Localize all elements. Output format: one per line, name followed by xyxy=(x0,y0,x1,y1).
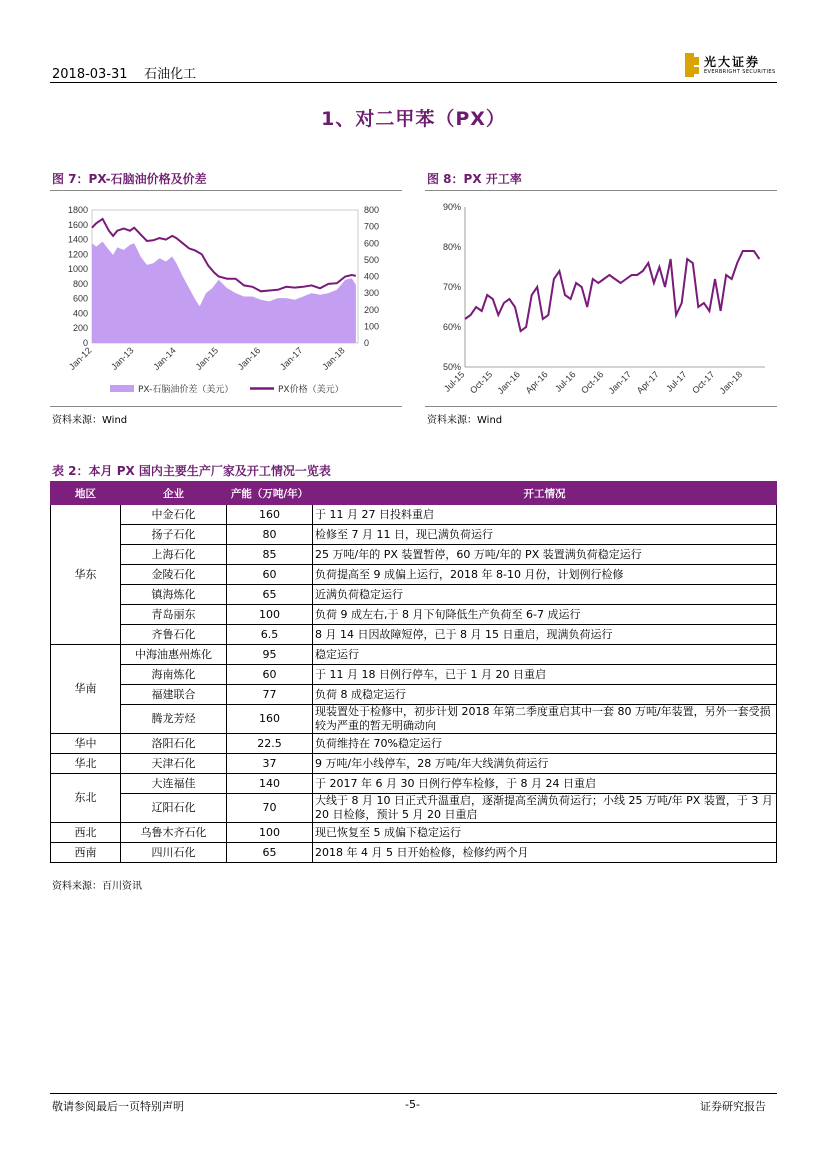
left-tick-label: 200 xyxy=(72,323,88,334)
capacity-cell: 60 xyxy=(227,665,313,685)
figure8-source: 资料来源：Wind xyxy=(427,415,503,426)
region-cell: 华中 xyxy=(51,734,121,754)
footer-report-type: 证券研究报告 xyxy=(700,1100,766,1113)
region-cell: 东北 xyxy=(51,774,121,823)
capacity-cell: 77 xyxy=(227,685,313,705)
left-tick-label: 0 xyxy=(82,338,88,348)
table-row xyxy=(51,625,777,645)
x-tick-label: Jan-16 xyxy=(495,369,522,396)
y-tick-label: 60% xyxy=(442,322,461,332)
region-cell: 华北 xyxy=(51,754,121,774)
capacity-cell: 65 xyxy=(227,585,313,605)
status-cell: 负荷提高至 9 成偏上运行，2018 年 8-10 月份，计划例行检修 xyxy=(313,565,777,585)
capacity-cell: 160 xyxy=(227,505,313,525)
company-cell: 乌鲁木齐石化 xyxy=(121,823,227,843)
report-date: 2018-03-31 xyxy=(52,67,128,82)
logo-mark-icon xyxy=(685,53,699,77)
company-cell: 中金石化 xyxy=(121,505,227,525)
company-cell: 镇海炼化 xyxy=(121,585,227,605)
capacity-cell: 65 xyxy=(227,843,313,863)
table-row xyxy=(51,585,777,605)
x-tick-label: Jan-15 xyxy=(193,345,221,372)
x-tick-label: Jan-13 xyxy=(109,345,136,372)
capacity-cell: 160 xyxy=(227,705,313,734)
capacity-cell: 22.5 xyxy=(227,734,313,754)
status-cell: 大线于 8 月 10 日正式升温重启，逐渐提高至满负荷运行；小线 25 万吨/年 PX 装置，于 3 月 20 日检修，预计 5 月 20 日重启 xyxy=(313,794,777,823)
left-tick-label: 1800 xyxy=(67,205,88,215)
capacity-cell: 95 xyxy=(227,645,313,665)
company-cell: 腾龙芳烃 xyxy=(121,705,227,734)
table-row xyxy=(51,525,777,545)
region-cell: 西北 xyxy=(51,823,121,843)
table-row xyxy=(51,823,777,843)
status-cell: 8 月 14 日因故障短停，已于 8 月 15 日重启，现满负荷运行 xyxy=(313,625,777,645)
status-cell: 负荷 8 成稳定运行 xyxy=(313,685,777,705)
y-tick-label: 50% xyxy=(442,362,461,372)
x-tick-label: Jan-16 xyxy=(235,345,263,372)
table-source: 资料来源：百川资讯 xyxy=(52,881,142,892)
x-tick-label: Oct-16 xyxy=(579,369,606,396)
x-tick-label: Jan-12 xyxy=(66,345,94,372)
x-tick-label: Jul-15 xyxy=(442,369,467,394)
capacity-cell: 100 xyxy=(227,823,313,843)
x-tick-label: Jan-18 xyxy=(320,345,347,372)
company-cell: 天津石化 xyxy=(121,754,227,774)
header-rule xyxy=(50,82,777,83)
left-tick-label: 800 xyxy=(72,278,88,289)
capacity-cell: 70 xyxy=(227,794,313,823)
x-tick-label: Jan-17 xyxy=(277,345,305,372)
industry-name: 石油化工 xyxy=(144,67,197,82)
right-tick-label: 500 xyxy=(364,254,380,265)
capacity-cell: 60 xyxy=(227,565,313,585)
company-cell: 青岛丽东 xyxy=(121,605,227,625)
section-title: 1、对二甲苯（PX） xyxy=(321,108,506,130)
status-cell: 现装置处于检修中，初步计划 2018 年第二季度重启其中一套 80 万吨/年装置，另外一套受损较为严重的暂无明确动向 xyxy=(313,705,777,734)
status-cell: 于 2017 年 6 月 30 日例行停车检修，于 8 月 24 日重启 xyxy=(313,774,777,794)
figure7-source: 资料来源：Wind xyxy=(52,415,128,426)
company-cell: 四川石化 xyxy=(121,843,227,863)
table-row xyxy=(51,705,777,734)
company-cell: 辽阳石化 xyxy=(121,794,227,823)
table-row xyxy=(51,665,777,685)
capacity-cell: 6.5 xyxy=(227,625,313,645)
y-tick-label: 90% xyxy=(442,202,461,212)
figure7-title: 图 7：PX-石脑油价格及价差 xyxy=(52,172,207,186)
table-row xyxy=(51,565,777,585)
left-tick-label: 1000 xyxy=(67,264,88,275)
company-cell: 福建联合 xyxy=(121,685,227,705)
company-cell: 齐鲁石化 xyxy=(121,625,227,645)
status-cell: 9 万吨/年小线停车，28 万吨/年大线满负荷运行 xyxy=(313,754,777,774)
table-row xyxy=(51,505,777,525)
status-cell: 检修至 7 月 11 日，现已满负荷运行 xyxy=(313,525,777,545)
figure7-chart xyxy=(50,195,402,405)
company-cell: 中海油惠州炼化 xyxy=(121,645,227,665)
header-region: 地区 xyxy=(51,482,121,505)
status-cell: 稳定运行 xyxy=(313,645,777,665)
table-row xyxy=(51,754,777,774)
figure8-bottom-rule xyxy=(425,406,777,407)
status-cell: 25 万吨/年的 PX 装置暂停，60 万吨/年的 PX 装置满负荷稳定运行 xyxy=(313,545,777,565)
table-row xyxy=(51,605,777,625)
company-cell: 扬子石化 xyxy=(121,525,227,545)
left-tick-label: 1600 xyxy=(67,219,88,230)
company-cell: 洛阳石化 xyxy=(121,734,227,754)
right-tick-label: 200 xyxy=(364,304,380,315)
capacity-cell: 85 xyxy=(227,545,313,565)
table-title: 表 2：本月 PX 国内主要生产厂家及开工情况一览表 xyxy=(52,464,331,478)
header-status: 开工情况 xyxy=(313,482,777,505)
y-tick-label: 70% xyxy=(442,282,461,292)
left-tick-label: 400 xyxy=(72,308,88,319)
x-tick-label: Jul-16 xyxy=(553,369,578,394)
footer-disclaimer: 敬请参阅最后一页特别声明 xyxy=(52,1100,184,1113)
status-cell: 负荷维持在 70%稳定运行 xyxy=(313,734,777,754)
capacity-cell: 100 xyxy=(227,605,313,625)
x-tick-label: Oct-17 xyxy=(690,369,717,396)
page-number: -5- xyxy=(405,1098,420,1111)
table-row xyxy=(51,843,777,863)
left-tick-label: 1400 xyxy=(67,234,88,245)
left-tick-label: 1200 xyxy=(67,249,88,260)
table-row xyxy=(51,794,777,823)
company-cell: 上海石化 xyxy=(121,545,227,565)
company-cell: 海南炼化 xyxy=(121,665,227,685)
region-cell: 华东 xyxy=(51,505,121,645)
footer-rule xyxy=(50,1093,777,1094)
right-tick-label: 100 xyxy=(364,321,380,332)
report-date-industry xyxy=(52,63,196,82)
left-tick-label: 600 xyxy=(72,293,88,304)
y-tick-label: 80% xyxy=(442,242,461,252)
x-tick-label: Apr-17 xyxy=(634,369,661,396)
spread-area xyxy=(92,242,356,343)
legend-swatch-spread xyxy=(110,385,134,392)
table-row xyxy=(51,645,777,665)
table-header-row xyxy=(51,482,777,505)
right-tick-label: 800 xyxy=(364,205,380,215)
right-tick-label: 300 xyxy=(364,288,380,299)
status-cell: 近满负荷稳定运行 xyxy=(313,585,777,605)
utilization-line xyxy=(465,251,759,331)
x-tick-label: Jan-14 xyxy=(151,345,178,372)
figure8-rule xyxy=(425,190,777,191)
logo-en-text: EVERBRIGHT SECURITIES xyxy=(704,69,776,75)
table-row xyxy=(51,685,777,705)
right-tick-label: 700 xyxy=(364,221,380,232)
production-table xyxy=(50,481,777,863)
x-tick-label: Jan-17 xyxy=(606,369,634,396)
status-cell: 于 11 月 27 日投料重启 xyxy=(313,505,777,525)
x-tick-label: Jan-18 xyxy=(717,369,745,396)
legend-label-spread: PX-石脑油价差（美元） xyxy=(138,385,234,395)
header-company: 企业 xyxy=(121,482,227,505)
figure8-chart xyxy=(425,195,777,405)
capacity-cell: 140 xyxy=(227,774,313,794)
company-cell: 金陵石化 xyxy=(121,565,227,585)
x-tick-label: Apr-16 xyxy=(523,369,550,396)
status-cell: 现已恢复至 5 成偏下稳定运行 xyxy=(313,823,777,843)
company-cell: 大连福佳 xyxy=(121,774,227,794)
status-cell: 2018 年 4 月 5 日开始检修，检修约两个月 xyxy=(313,843,777,863)
figure7-rule xyxy=(50,190,402,191)
capacity-cell: 80 xyxy=(227,525,313,545)
table-row xyxy=(51,774,777,794)
right-tick-label: 400 xyxy=(364,271,380,282)
region-cell: 华南 xyxy=(51,645,121,734)
legend-label-price: PX价格（美元） xyxy=(278,385,344,395)
table-row xyxy=(51,545,777,565)
status-cell: 负荷 9 成左右,于 8 月下旬降低生产负荷至 6-7 成运行 xyxy=(313,605,777,625)
figure8-title: 图 8：PX 开工率 xyxy=(427,172,522,186)
logo-cn-text: 光大证券 xyxy=(704,55,761,69)
x-tick-label: Oct-15 xyxy=(468,369,495,396)
right-tick-label: 600 xyxy=(364,238,380,249)
status-cell: 于 11 月 18 日例行停车，已于 1 月 20 日重启 xyxy=(313,665,777,685)
capacity-cell: 37 xyxy=(227,754,313,774)
figure7-bottom-rule xyxy=(50,406,402,407)
table-row xyxy=(51,734,777,754)
region-cell: 西南 xyxy=(51,843,121,863)
header-capacity: 产能（万吨/年） xyxy=(227,482,313,505)
x-tick-label: Jul-17 xyxy=(664,369,689,394)
right-tick-label: 0 xyxy=(364,338,370,348)
